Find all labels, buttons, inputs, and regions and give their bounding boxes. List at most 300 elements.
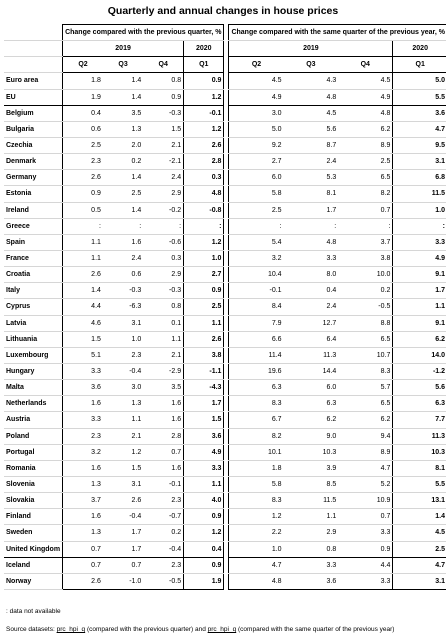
value-cell: 3.3 <box>284 250 339 266</box>
source-mid: (compared with the previous quarter) and <box>85 626 208 633</box>
value-cell: 5.7 <box>338 380 393 396</box>
value-cell: 0.3 <box>143 250 183 266</box>
value-cell: 2.9 <box>143 267 183 283</box>
value-cell: : <box>143 218 183 234</box>
value-cell: 3.3 <box>184 460 224 476</box>
value-cell: 10.3 <box>393 444 446 460</box>
value-cell: 0.4 <box>284 283 339 299</box>
value-cell: 3.5 <box>103 105 143 121</box>
country-cell: Austria <box>4 412 63 428</box>
value-cell: 3.6 <box>63 380 103 396</box>
value-cell: 11.3 <box>284 347 339 363</box>
country-cell: Norway <box>4 573 63 589</box>
value-cell: 0.9 <box>338 541 393 557</box>
value-cell: 4.4 <box>63 299 103 315</box>
value-cell: 1.6 <box>63 509 103 525</box>
country-cell: Sweden <box>4 525 63 541</box>
value-cell: 8.5 <box>284 476 339 492</box>
value-cell: 4.0 <box>184 493 224 509</box>
source-suffix: (compared with the same quarter of the previous year) <box>236 626 395 633</box>
value-cell: 4.8 <box>338 105 393 121</box>
value-cell: 14.0 <box>393 347 446 363</box>
value-cell: 2.4 <box>284 154 339 170</box>
value-cell: 5.3 <box>284 170 339 186</box>
value-cell: -0.3 <box>143 105 183 121</box>
value-cell: 5.5 <box>393 89 446 105</box>
value-cell: -2.9 <box>143 363 183 379</box>
value-cell: 1.2 <box>184 121 224 137</box>
value-cell: 8.3 <box>229 396 284 412</box>
value-cell: 5.4 <box>229 234 284 250</box>
value-cell: 1.0 <box>184 250 224 266</box>
table-row <box>4 493 446 509</box>
value-cell: 1.1 <box>103 412 143 428</box>
table-row <box>4 380 446 396</box>
value-cell: 2.9 <box>143 186 183 202</box>
table-row <box>4 137 446 153</box>
value-cell: 0.5 <box>63 202 103 218</box>
country-cell: Hungary <box>4 363 63 379</box>
value-cell: 6.5 <box>338 396 393 412</box>
value-cell: 6.0 <box>284 380 339 396</box>
value-cell: 0.3 <box>184 170 224 186</box>
value-cell: 1.5 <box>63 331 103 347</box>
country-cell: Latvia <box>4 315 63 331</box>
country-cell: Netherlands <box>4 396 63 412</box>
value-cell: 9.1 <box>393 315 446 331</box>
value-cell: 2.3 <box>143 493 183 509</box>
value-cell: 2.8 <box>184 154 224 170</box>
value-cell: 13.1 <box>393 493 446 509</box>
value-cell: 3.5 <box>143 380 183 396</box>
value-cell: 0.7 <box>103 557 143 573</box>
value-cell: 5.1 <box>63 347 103 363</box>
value-cell: 0.7 <box>63 541 103 557</box>
table-row <box>4 573 446 589</box>
value-cell: 5.8 <box>229 476 284 492</box>
table-row <box>4 525 446 541</box>
value-cell: 6.3 <box>229 380 284 396</box>
value-cell: 2.6 <box>63 267 103 283</box>
value-cell: 4.9 <box>393 250 446 266</box>
country-cell: Cyprus <box>4 299 63 315</box>
value-cell: 0.6 <box>103 267 143 283</box>
value-cell: 0.1 <box>143 315 183 331</box>
country-cell: Denmark <box>4 154 63 170</box>
value-cell: -4.3 <box>184 380 224 396</box>
value-cell: -0.1 <box>184 105 224 121</box>
value-cell: 1.1 <box>284 509 339 525</box>
value-cell: 2.6 <box>103 493 143 509</box>
value-cell: 9.4 <box>338 428 393 444</box>
value-cell: 10.4 <box>229 267 284 283</box>
value-cell: 2.5 <box>184 299 224 315</box>
value-cell: 1.6 <box>143 412 183 428</box>
value-cell: -0.4 <box>143 541 183 557</box>
value-cell: 4.7 <box>338 460 393 476</box>
value-cell: 6.8 <box>393 170 446 186</box>
value-cell: 3.6 <box>184 428 224 444</box>
source-link-1[interactable]: prc_hpi_q <box>56 626 86 633</box>
value-cell: 4.7 <box>229 557 284 573</box>
value-cell: 0.2 <box>143 525 183 541</box>
table-row <box>4 363 446 379</box>
value-cell: 2.8 <box>143 428 183 444</box>
table-row <box>4 460 446 476</box>
value-cell: 3.3 <box>63 363 103 379</box>
value-cell: 1.7 <box>393 283 446 299</box>
value-cell: 4.5 <box>284 105 339 121</box>
country-cell: Bulgaria <box>4 121 63 137</box>
country-cell: Finland <box>4 509 63 525</box>
house-price-table <box>4 24 446 590</box>
value-cell: 12.7 <box>284 315 339 331</box>
table-row <box>4 186 446 202</box>
value-cell: 6.0 <box>229 170 284 186</box>
value-cell: 9.2 <box>229 137 284 153</box>
table-title: Quarterly and annual changes in house prices <box>107 5 339 17</box>
country-cell: Spain <box>4 234 63 250</box>
country-cell: Ireland <box>4 202 63 218</box>
value-cell: 8.9 <box>338 137 393 153</box>
value-cell: 6.6 <box>229 331 284 347</box>
value-cell: 10.3 <box>284 444 339 460</box>
value-cell: 11.3 <box>393 428 446 444</box>
value-cell: 8.7 <box>284 137 339 153</box>
value-cell: 3.1 <box>393 154 446 170</box>
value-cell: 8.1 <box>393 460 446 476</box>
value-cell: 8.4 <box>229 299 284 315</box>
value-cell: 1.2 <box>184 89 224 105</box>
value-cell: 2.3 <box>63 154 103 170</box>
value-cell: -0.8 <box>184 202 224 218</box>
value-cell: 2.1 <box>143 137 183 153</box>
value-cell: 0.7 <box>143 444 183 460</box>
table-row <box>4 476 446 492</box>
value-cell: 2.5 <box>63 137 103 153</box>
value-cell: 2.7 <box>229 154 284 170</box>
value-cell: 3.1 <box>103 476 143 492</box>
value-cell: 1.6 <box>143 460 183 476</box>
value-cell: 2.3 <box>63 428 103 444</box>
value-cell: 2.2 <box>229 525 284 541</box>
value-cell: 1.0 <box>393 202 446 218</box>
value-cell: 4.8 <box>229 573 284 589</box>
table-body <box>4 73 446 590</box>
value-cell: 1.1 <box>63 250 103 266</box>
value-cell: 1.9 <box>184 573 224 589</box>
value-cell: 3.2 <box>63 444 103 460</box>
value-cell: 2.6 <box>63 170 103 186</box>
value-cell: 5.5 <box>393 476 446 492</box>
value-cell: 4.8 <box>184 186 224 202</box>
value-cell: 0.8 <box>284 541 339 557</box>
value-cell: 4.9 <box>184 444 224 460</box>
country-cell: Poland <box>4 428 63 444</box>
value-cell: 5.6 <box>393 380 446 396</box>
value-cell: 1.4 <box>103 202 143 218</box>
value-cell: 4.5 <box>338 73 393 89</box>
value-cell: 0.9 <box>184 73 224 89</box>
value-cell: : <box>103 218 143 234</box>
value-cell: 3.0 <box>229 105 284 121</box>
value-cell: 6.2 <box>338 412 393 428</box>
header-q1-a: Q1 <box>184 57 224 73</box>
header-q2-b: Q2 <box>229 57 284 73</box>
value-cell: 10.1 <box>229 444 284 460</box>
value-cell: 1.7 <box>284 202 339 218</box>
value-cell: 1.2 <box>184 525 224 541</box>
value-cell: 1.6 <box>63 396 103 412</box>
table-row <box>4 267 446 283</box>
value-cell: 1.4 <box>103 170 143 186</box>
value-cell: 3.8 <box>338 250 393 266</box>
value-cell: 1.1 <box>393 299 446 315</box>
value-cell: 8.9 <box>338 444 393 460</box>
source-link-2[interactable]: prc_hpi_q <box>207 626 237 633</box>
value-cell: 14.4 <box>284 363 339 379</box>
table-row <box>4 105 446 121</box>
value-cell: 3.0 <box>103 380 143 396</box>
value-cell: 11.5 <box>284 493 339 509</box>
value-cell: 0.7 <box>338 509 393 525</box>
value-cell: 5.8 <box>229 186 284 202</box>
value-cell: -0.4 <box>103 509 143 525</box>
header-year-2019-b: 2019 <box>229 41 393 57</box>
country-cell: Belgium <box>4 105 63 121</box>
value-cell: 1.8 <box>63 73 103 89</box>
value-cell: -0.1 <box>143 476 183 492</box>
value-cell: 11.4 <box>229 347 284 363</box>
value-cell: 3.8 <box>184 347 224 363</box>
value-cell: 8.2 <box>338 186 393 202</box>
value-cell: -0.6 <box>143 234 183 250</box>
value-cell: 4.7 <box>393 121 446 137</box>
value-cell: 3.3 <box>63 412 103 428</box>
value-cell: 1.5 <box>103 460 143 476</box>
table-row <box>4 509 446 525</box>
country-cell: Iceland <box>4 557 63 573</box>
value-cell: 3.2 <box>229 250 284 266</box>
table-row <box>4 154 446 170</box>
value-cell: 1.3 <box>63 525 103 541</box>
value-cell: 4.5 <box>393 525 446 541</box>
value-cell: 0.9 <box>184 509 224 525</box>
value-cell: 3.3 <box>284 557 339 573</box>
country-cell: Portugal <box>4 444 63 460</box>
value-cell: 1.6 <box>103 234 143 250</box>
country-cell: Italy <box>4 283 63 299</box>
value-cell: -1.2 <box>393 363 446 379</box>
value-cell: 1.1 <box>63 234 103 250</box>
value-cell: 1.4 <box>63 283 103 299</box>
value-cell: 10.7 <box>338 347 393 363</box>
value-cell: 19.6 <box>229 363 284 379</box>
header-year-2019-a: 2019 <box>63 41 184 57</box>
value-cell: 5.6 <box>284 121 339 137</box>
value-cell: 1.7 <box>103 541 143 557</box>
value-cell: 0.9 <box>184 557 224 573</box>
value-cell: 1.7 <box>103 525 143 541</box>
value-cell: 5.2 <box>338 476 393 492</box>
value-cell: 2.5 <box>229 202 284 218</box>
value-cell: 0.2 <box>338 283 393 299</box>
value-cell: 1.1 <box>184 315 224 331</box>
value-cell: 1.3 <box>103 396 143 412</box>
value-cell: -0.5 <box>338 299 393 315</box>
value-cell: 7.9 <box>229 315 284 331</box>
value-cell: 8.1 <box>284 186 339 202</box>
value-cell: -1.0 <box>103 573 143 589</box>
value-cell: 2.5 <box>338 154 393 170</box>
table-row <box>4 170 446 186</box>
value-cell: 6.2 <box>393 331 446 347</box>
table-row <box>4 396 446 412</box>
value-cell: 0.8 <box>143 299 183 315</box>
value-cell: 4.9 <box>229 89 284 105</box>
value-cell: -0.1 <box>229 283 284 299</box>
value-cell: 3.7 <box>338 234 393 250</box>
country-cell: Estonia <box>4 186 63 202</box>
value-cell: : <box>63 218 103 234</box>
value-cell: -0.3 <box>143 283 183 299</box>
value-cell: 1.1 <box>184 476 224 492</box>
value-cell: 2.0 <box>103 137 143 153</box>
header-previous-quarter: Change compared with the previous quarter, % <box>63 25 224 41</box>
value-cell: 1.4 <box>103 89 143 105</box>
value-cell: 1.8 <box>229 460 284 476</box>
value-cell: 3.6 <box>284 573 339 589</box>
value-cell: 0.4 <box>184 541 224 557</box>
value-cell: 4.6 <box>63 315 103 331</box>
value-cell: 1.3 <box>63 476 103 492</box>
country-cell: Greece <box>4 218 63 234</box>
country-cell: Euro area <box>4 73 63 89</box>
value-cell: 2.3 <box>143 557 183 573</box>
country-cell: Germany <box>4 170 63 186</box>
value-cell: 3.3 <box>338 525 393 541</box>
value-cell: -0.2 <box>143 202 183 218</box>
country-cell: Czechia <box>4 137 63 153</box>
value-cell: 9.1 <box>393 267 446 283</box>
value-cell: 2.9 <box>284 525 339 541</box>
value-cell: 6.4 <box>284 331 339 347</box>
value-cell: 2.6 <box>184 331 224 347</box>
value-cell: 2.3 <box>103 347 143 363</box>
value-cell: 2.7 <box>184 267 224 283</box>
value-cell: 0.7 <box>63 557 103 573</box>
country-cell: Lithuania <box>4 331 63 347</box>
value-cell: 6.5 <box>338 170 393 186</box>
table-row <box>4 202 446 218</box>
table-row <box>4 89 446 105</box>
value-cell: 9.5 <box>393 137 446 153</box>
header-q3-a: Q3 <box>103 57 143 73</box>
value-cell: 8.2 <box>229 428 284 444</box>
value-cell: 1.6 <box>143 396 183 412</box>
header-q4-b: Q4 <box>338 57 393 73</box>
value-cell: 6.3 <box>284 396 339 412</box>
country-cell: Slovakia <box>4 493 63 509</box>
value-cell: -1.1 <box>184 363 224 379</box>
value-cell: 1.0 <box>229 541 284 557</box>
header-year-2020-b: 2020 <box>393 41 446 57</box>
value-cell: 2.4 <box>143 170 183 186</box>
value-cell: 8.3 <box>338 363 393 379</box>
table-row <box>4 557 446 573</box>
value-cell: 2.6 <box>184 137 224 153</box>
header-q4-a: Q4 <box>143 57 183 73</box>
table-row <box>4 121 446 137</box>
value-cell: 3.7 <box>63 493 103 509</box>
value-cell: 3.9 <box>284 460 339 476</box>
value-cell: 3.1 <box>393 573 446 589</box>
value-cell: 8.8 <box>338 315 393 331</box>
value-cell: 9.0 <box>284 428 339 444</box>
value-cell: 10.9 <box>338 493 393 509</box>
value-cell: : <box>284 218 339 234</box>
value-cell: 1.2 <box>103 444 143 460</box>
value-cell: 4.3 <box>284 73 339 89</box>
value-cell: 1.7 <box>184 396 224 412</box>
header-q2-a: Q2 <box>63 57 103 73</box>
value-cell: : <box>229 218 284 234</box>
value-cell: 7.7 <box>393 412 446 428</box>
table-row <box>4 315 446 331</box>
value-cell: 5.0 <box>229 121 284 137</box>
value-cell: 0.2 <box>103 154 143 170</box>
value-cell: 2.5 <box>103 186 143 202</box>
value-cell: 1.1 <box>143 331 183 347</box>
source-prefix: Source datasets: <box>6 626 57 633</box>
value-cell: 0.9 <box>184 283 224 299</box>
value-cell: 11.5 <box>393 186 446 202</box>
value-cell: 0.6 <box>63 121 103 137</box>
country-cell: Romania <box>4 460 63 476</box>
value-cell: 3.3 <box>338 573 393 589</box>
header-year-2020-a: 2020 <box>184 41 224 57</box>
value-cell: 1.5 <box>143 121 183 137</box>
value-cell: -6.3 <box>103 299 143 315</box>
value-cell: 4.5 <box>229 73 284 89</box>
value-cell: 8.0 <box>284 267 339 283</box>
value-cell: 10.0 <box>338 267 393 283</box>
value-cell: 2.4 <box>284 299 339 315</box>
value-cell: 1.5 <box>184 412 224 428</box>
value-cell: -2.1 <box>143 154 183 170</box>
country-cell: Slovenia <box>4 476 63 492</box>
value-cell: -0.3 <box>103 283 143 299</box>
source-line <box>6 626 394 633</box>
value-cell: 0.4 <box>63 105 103 121</box>
table-row <box>4 412 446 428</box>
value-cell: 1.4 <box>393 509 446 525</box>
value-cell: 2.1 <box>103 428 143 444</box>
value-cell: 0.8 <box>143 73 183 89</box>
value-cell: 2.5 <box>393 541 446 557</box>
table-row <box>4 283 446 299</box>
table-row <box>4 331 446 347</box>
value-cell: 1.3 <box>103 121 143 137</box>
value-cell: 1.4 <box>103 73 143 89</box>
country-cell: Luxembourg <box>4 347 63 363</box>
value-cell: 3.1 <box>103 315 143 331</box>
value-cell: 3.6 <box>393 105 446 121</box>
value-cell: -0.7 <box>143 509 183 525</box>
header-same-quarter-previous-year: Change compared with the same quarter of the previous year, % <box>229 25 446 41</box>
value-cell: 4.8 <box>284 89 339 105</box>
value-cell: -0.5 <box>143 573 183 589</box>
